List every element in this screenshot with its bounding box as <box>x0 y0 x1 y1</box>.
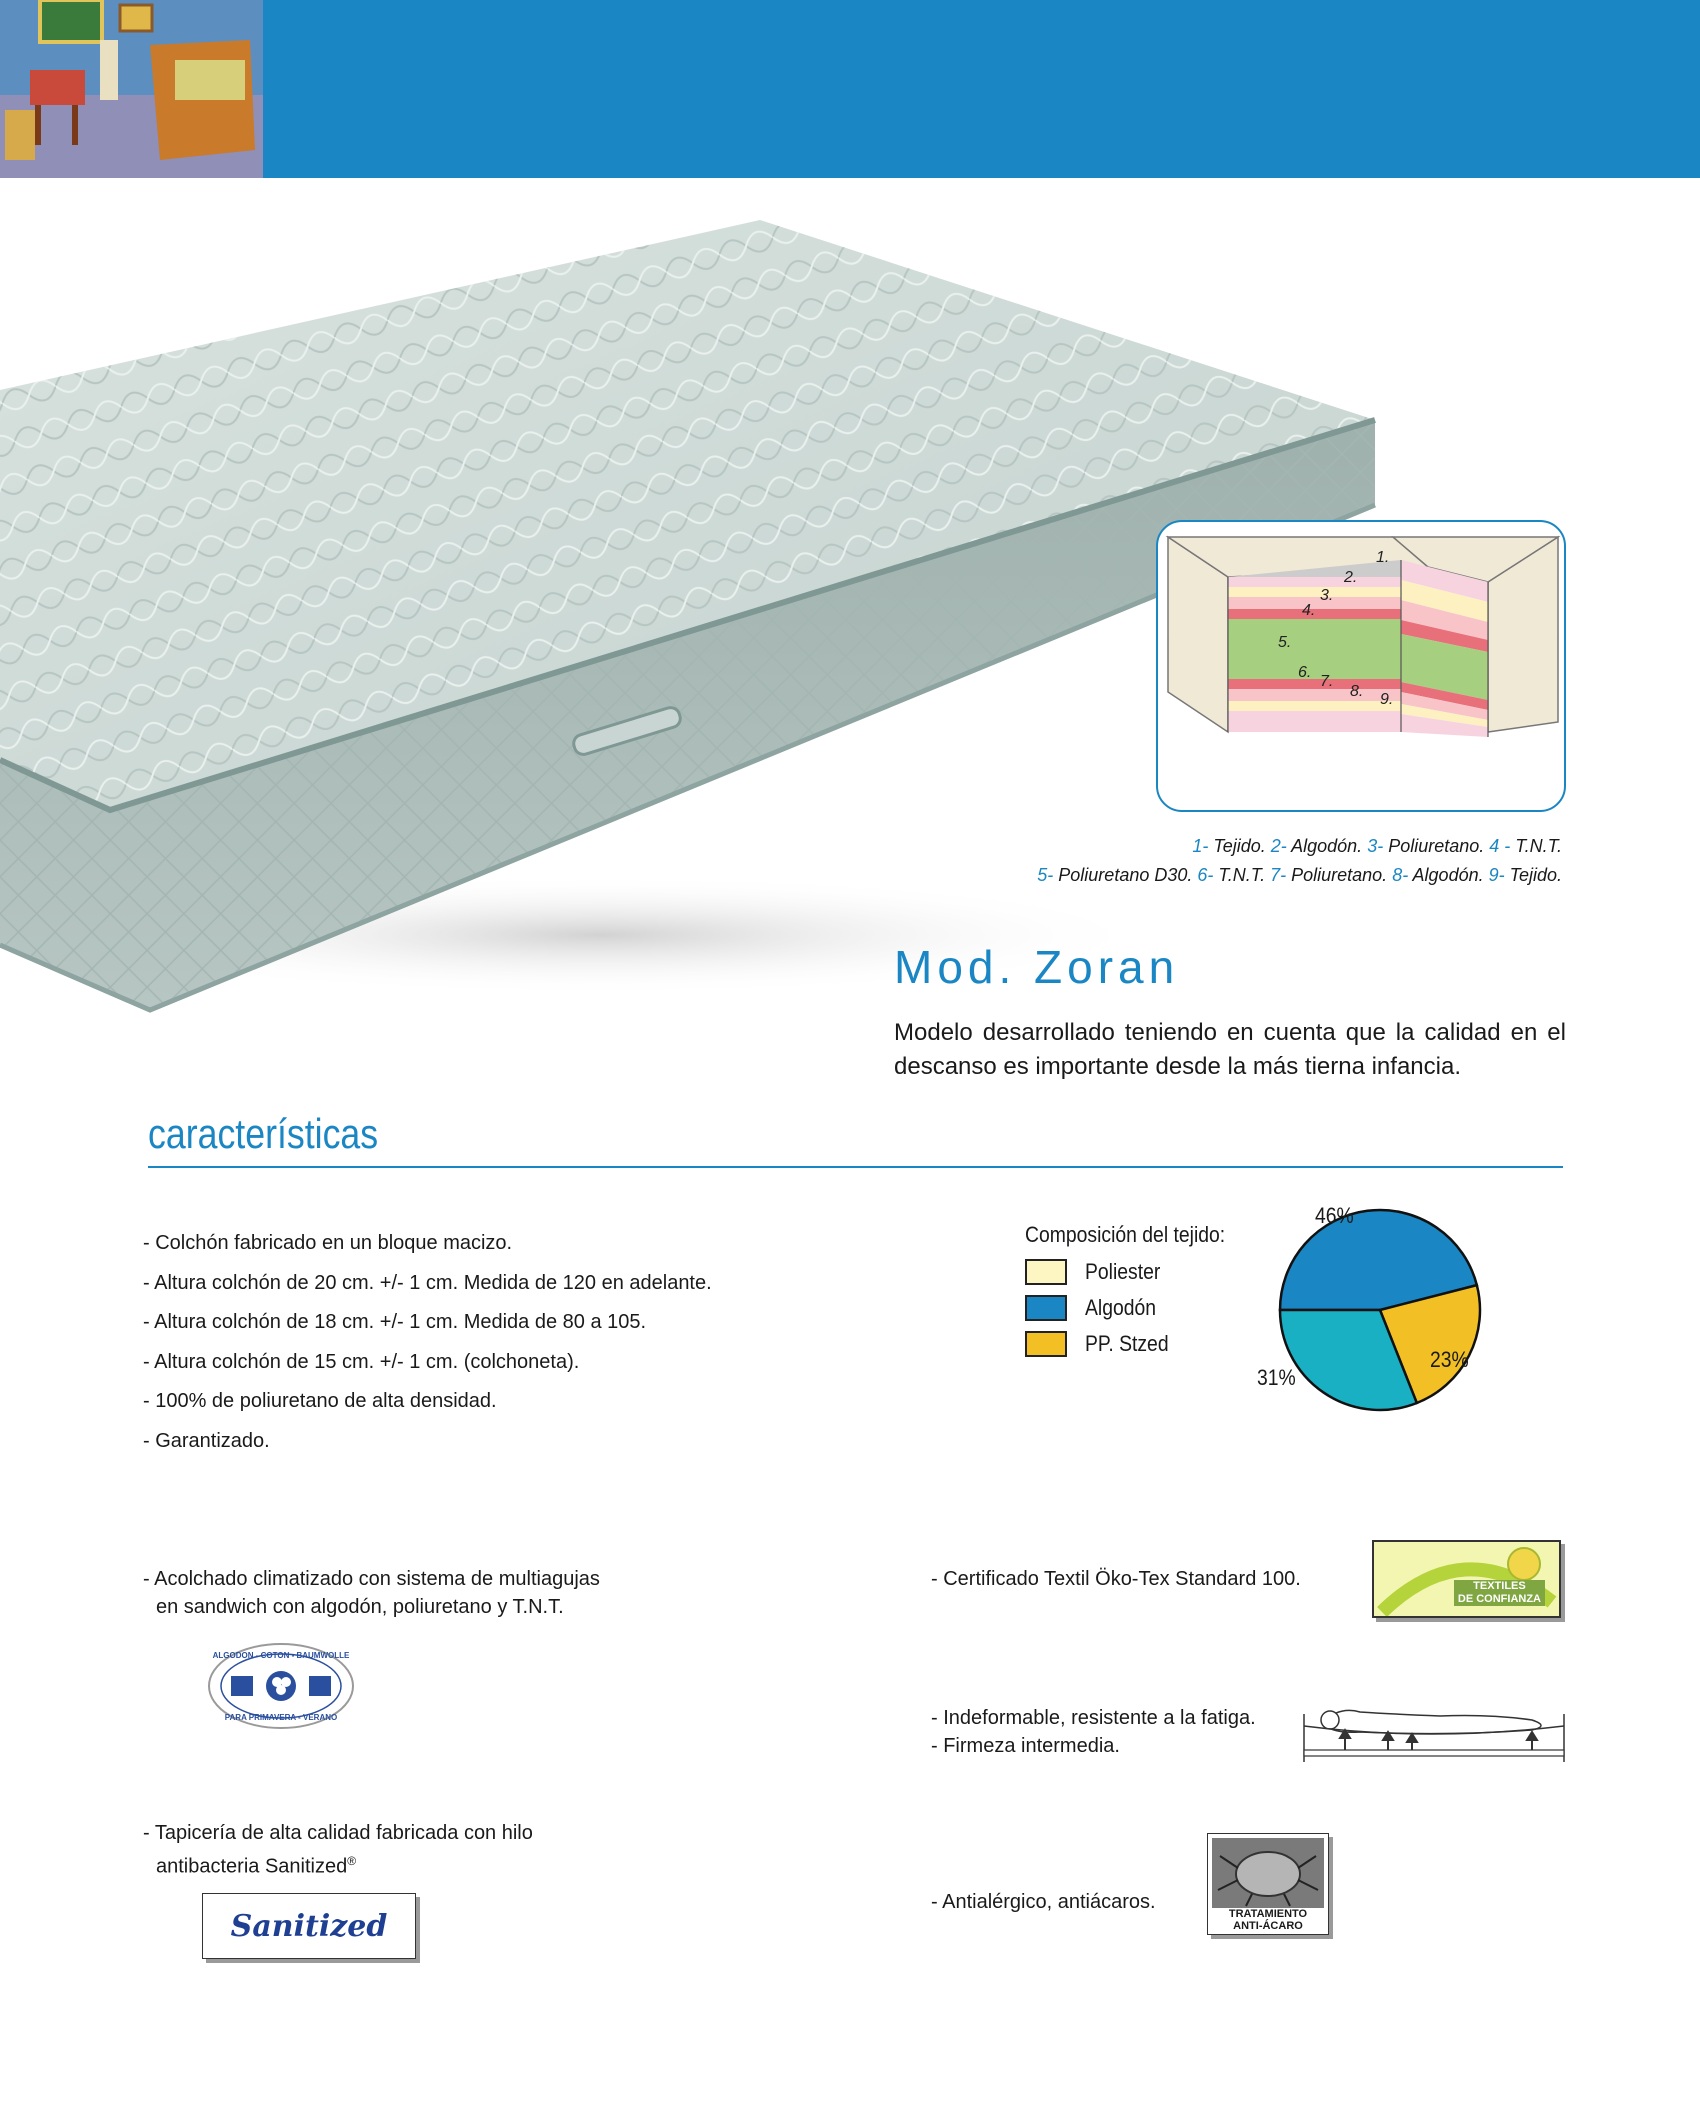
oekotex-logo <box>1372 1540 1561 1618</box>
antialergico-text: - Antialérgico, antiácaros. <box>931 1891 1156 1913</box>
feature-item: - 100% de poliuretano de alta densidad. <box>143 1390 497 1412</box>
legend-swatch <box>1025 1331 1067 1357</box>
legend-label: PP. Stzed <box>1085 1331 1169 1356</box>
acolchado-text <box>143 1565 600 1621</box>
cotton-badge-top-text: ALGODON - COTON - BAUMWOLLE <box>212 1651 350 1660</box>
cotton-badge-logo <box>205 1640 357 1737</box>
oekotex-text: - Certificado Textil Öko-Tex Standard 100. <box>931 1568 1301 1590</box>
anti-mite-logo-text <box>1208 1908 1328 1932</box>
legend-swatch <box>1025 1259 1067 1285</box>
layer-number-1: 1. <box>1376 549 1390 566</box>
tapiceria-text <box>143 1819 533 1881</box>
pie-label-third: 31% <box>1257 1365 1296 1390</box>
acolchado-line-2: en sandwich con algodón, poliuretano y T.N.T. <box>156 1596 564 1618</box>
firmness-text <box>931 1704 1256 1760</box>
sanitized-logo-text: Sanitized <box>230 1908 388 1944</box>
section-title: características <box>148 1110 379 1157</box>
feature-item: - Altura colchón de 15 cm. +/- 1 cm. (colchoneta). <box>143 1350 580 1373</box>
legend-label: Poliester <box>1085 1259 1161 1284</box>
section-divider <box>148 1166 1563 1168</box>
layers-legend <box>762 832 1562 890</box>
model-description: Modelo desarrollado teniendo en cuenta que la calidad en el descanso es importante desde la más tierna infancia. <box>894 1019 1566 1080</box>
legend-num: 9- <box>1488 865 1505 885</box>
legend-name: Poliuretano. <box>1286 865 1393 885</box>
indeformable-line: - Indeformable, resistente a la fatiga. <box>931 1707 1256 1729</box>
features-list <box>143 1232 712 1469</box>
anti-mite-line-1: TRATAMIENTO <box>1228 1908 1308 1920</box>
legend-name: T.N.T. <box>1213 865 1271 885</box>
mattress-layers-diagram <box>1156 520 1566 812</box>
legend-label: Algodón <box>1085 1295 1157 1320</box>
legend-num: 1- <box>1192 836 1209 856</box>
composition-pie-chart <box>1270 1200 1490 1420</box>
layer-number-4: 4. <box>1302 602 1316 619</box>
anti-mite-logo <box>1207 1833 1329 1935</box>
legend-num: 6- <box>1197 865 1214 885</box>
pie-label-algodon: 46% <box>1315 1203 1354 1228</box>
legend-name: T.N.T. <box>1510 836 1562 856</box>
composition-title: Composición del tejido: <box>1025 1222 1226 1247</box>
acolchado-line-1: - Acolchado climatizado con sistema de multiagujas <box>143 1568 600 1590</box>
legend-name: Algodón. <box>1286 836 1368 856</box>
feature-item: - Altura colchón de 20 cm. +/- 1 cm. Medida de 120 en adelante. <box>143 1271 712 1294</box>
anti-mite-line-2: ANTI-ÁCARO <box>1233 1920 1303 1932</box>
feature-item: - Garantizado. <box>143 1429 270 1452</box>
legend-name: Tejido. <box>1208 836 1271 856</box>
composition-legend-item <box>1025 1329 1180 1359</box>
composition-legend-item <box>1025 1257 1171 1287</box>
composition-legend-item <box>1025 1293 1166 1323</box>
legend-num: 3- <box>1367 836 1384 856</box>
legend-num: 8- <box>1392 865 1409 885</box>
legend-num: 5- <box>1037 865 1054 885</box>
layers-legend-line-1 <box>762 832 1562 861</box>
oekotex-logo-line-2: DE CONFIANZA <box>1457 1593 1541 1605</box>
feature-item: - Altura colchón de 18 cm. +/- 1 cm. Medida de 80 a 105. <box>143 1311 647 1333</box>
layer-number-3: 3. <box>1320 587 1334 604</box>
registered-mark: ® <box>347 1854 357 1868</box>
oekotex-logo-text <box>1454 1580 1545 1606</box>
tapiceria-line-2: antibacteria Sanitized <box>156 1855 348 1878</box>
layer-number-9: 9. <box>1380 691 1394 708</box>
sanitized-logo <box>202 1893 416 1959</box>
legend-name: Algodón. <box>1408 865 1489 885</box>
firmeza-line: - Firmeza intermedia. <box>931 1735 1120 1757</box>
body-support-icon <box>1300 1686 1568 1771</box>
legend-name: Poliuretano. <box>1383 836 1490 856</box>
tapiceria-line-1: - Tapicería de alta calidad fabricada con hilo <box>143 1822 533 1844</box>
legend-name: Tejido. <box>1504 865 1562 885</box>
model-title: Mod. Zoran <box>894 941 1180 993</box>
pie-label-stzed: 23% <box>1430 1347 1469 1372</box>
legend-name: Poliuretano D30. <box>1053 865 1198 885</box>
layer-number-6: 6. <box>1298 664 1312 681</box>
layer-number-2: 2. <box>1344 569 1358 586</box>
bedroom-painting-image <box>0 0 263 178</box>
cotton-badge-bottom-text: PARA PRIMAVERA - VERANO <box>224 1713 338 1722</box>
layer-number-5: 5. <box>1278 634 1292 651</box>
feature-item: - Colchón fabricado en un bloque macizo. <box>143 1232 513 1254</box>
layer-number-8: 8. <box>1350 683 1364 700</box>
oekotex-logo-line-1: TEXTILES <box>1473 1580 1526 1592</box>
legend-num: 4 - <box>1489 836 1511 856</box>
legend-num: 7- <box>1270 865 1287 885</box>
layer-number-7: 7. <box>1320 673 1334 690</box>
legend-swatch <box>1025 1295 1067 1321</box>
layers-legend-line-2 <box>762 861 1562 890</box>
legend-num: 2- <box>1270 836 1287 856</box>
